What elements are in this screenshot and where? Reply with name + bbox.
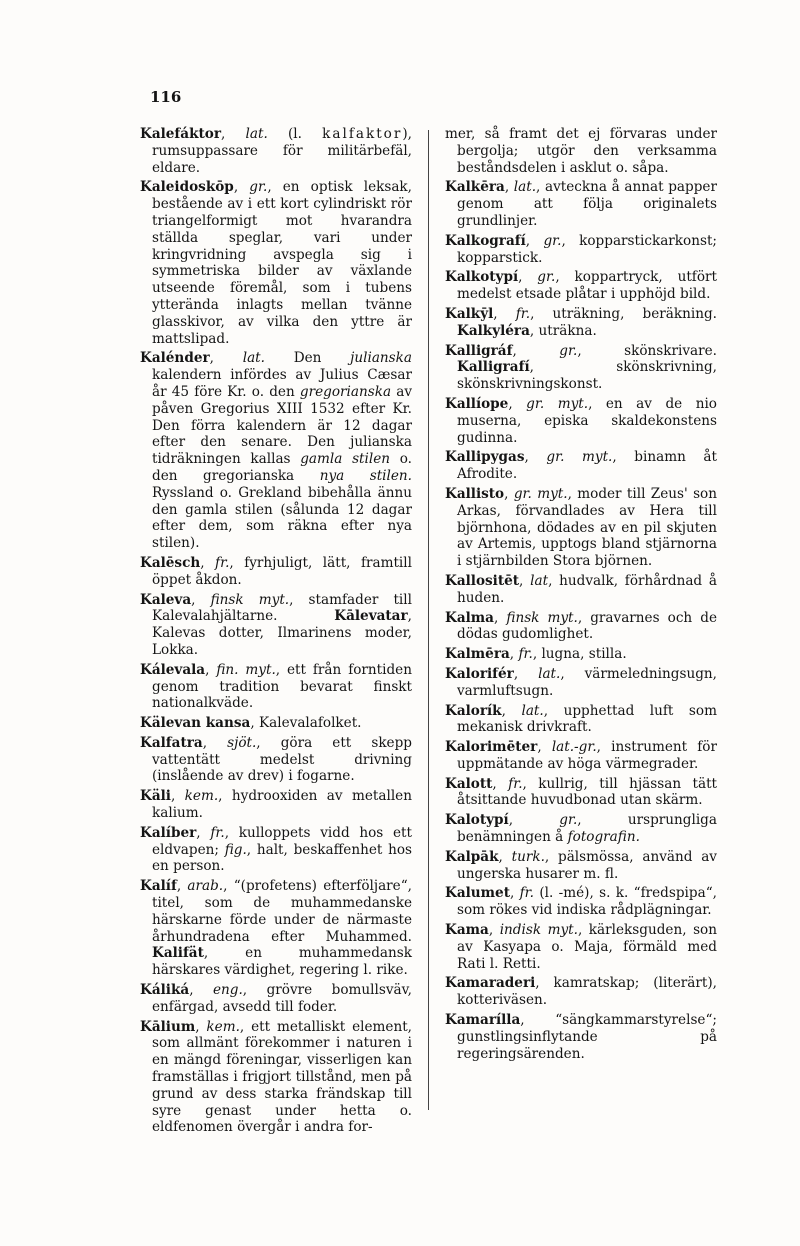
- dictionary-entry: Káliká, eng., grövre bomullsväv, enfärgad, avsedd till foder.: [140, 982, 412, 1015]
- dictionary-entry: Kalpāk, turk., pälsmössa, använd av ungerska husarer m. fl.: [445, 848, 717, 882]
- dictionary-entry: Kalēsch, fr., fyrhjuligt, lätt, framtill öppet åkdon.: [140, 554, 412, 588]
- dictionary-entry: Kalma, finsk myt., gravarnes och de dödas gudomlighet.: [445, 609, 717, 643]
- dictionary-entry: Kalott, fr., kullrig, till hjässan tätt åtsittande huvudbonad utan skärm.: [445, 775, 717, 809]
- dictionary-entry: Kaleva, finsk myt., stamfader till Kalevalahjältarne. Kālevatar, Kalevas dotter, Ilmarinens moder, Lokka.: [140, 591, 412, 658]
- dictionary-entry: Kamaraderi, kamratskap; (literärt), kotteriväsen.: [445, 975, 717, 1009]
- dictionary-entry: Kallisto, gr. myt., moder till Zeus' son Arkas, förvandlades av Hera till björnhona, dödades av en pil skjuten av Artemis, upptogs bland stjärnorna i stjärnbilden Stora björnen.: [445, 485, 718, 570]
- dictionary-entry: Kalfatra, sjöt., göra ett skepp vattentätt medelst drivning (inslående av drev) i fogarne.: [140, 734, 412, 785]
- left-column: [140, 126, 412, 1139]
- dictionary-entry: Kallipygas, gr. myt., binamn åt Afrodite.: [445, 449, 717, 483]
- dictionary-entry: Kalkotypí, gr., koppartryck, utfört medelst etsade plåtar i upphöjd bild.: [445, 269, 717, 303]
- dictionary-entry: Kalmēra, fr., lugna, stilla.: [445, 646, 627, 663]
- dictionary-entry: Kalénder, lat. Den julianska kalendern infördes av Julius Cæsar år 45 före Kr. o. den gregorianska av påven Gregorius XIII 1532 efter Kr. Den förra kalendern är 12 dagar efter den senare. Den julianska tidräkningen kallas gamla stilen o. den gregorianska nya stilen. Ryssland o. Grekland bibehålla ännu den gamla stilen (sålunda 12 dagar efter dem, som räkna efter nya stilen).: [140, 350, 412, 552]
- dictionary-entry: Kālium, kem., ett metalliskt element, som allmänt förekommer i naturen i en mängd föreningar, visserligen kan framställas i frigjort tillstånd, men på grund av dess starka frändskap till syre genast under hetta o. eldfenomen övergår i andra for-: [140, 1018, 412, 1136]
- dictionary-entry: Kalíf, arab., “(profetens) efterföljare“, titel, som de muhammedanske härskarne förde under de närmaste århundradena efter Muhammed. Kalifät, en muhammedansk härskares värdighet, regering l. rike.: [140, 878, 412, 979]
- dictionary-entry: Kalorifér, lat., värmeledningsugn, varmluftsugn.: [445, 665, 717, 699]
- dictionary-entry: Kalumet, fr. (l. -mé), s. k. “fredspipa“, som rökes vid indiska rådplägningar.: [445, 885, 717, 919]
- dictionary-entry: Kalorimēter, lat.-gr., instrument för uppmätande av höga värmegrader.: [445, 739, 717, 772]
- dictionary-entry: Kálevala, fin. myt., ett från forntiden genom tradition bevarat finskt nationalkväde.: [140, 661, 412, 712]
- dictionary-entry: Kalkografí, gr., kopparstickarkonst; kopparstick.: [445, 232, 717, 266]
- dictionary-entry: Kalkēra, lat., avteckna å annat papper genom att följa originalets grundlinjer.: [445, 179, 717, 229]
- dictionary-entry: Kaleidoskōp, gr., en optisk leksak, bestående av i ett kort cylindriskt rör triangelformigt mot hvarandra ställda speglar, vari under kringvridning avspegla sig i symmetriska bilder av växlande utseende föremål, som i tubens ytterända inlagts mellan tvänne glasskivor, av vilka den yttre är mattslipad.: [140, 179, 412, 347]
- dictionary-entry: Kalligráf, gr., skönskrivare. Kalligrafí, skönskrivning, skönskrivningskonst.: [445, 342, 717, 393]
- right-column: [445, 126, 717, 1065]
- dictionary-entry: Kalíber, fr., kulloppets vidd hos ett eldvapen; fig., halt, beskaffenhet hos en person.: [140, 824, 413, 875]
- dictionary-entry: Kalotypí, gr., ursprungliga benämningen å fotografin.: [445, 812, 717, 846]
- dictionary-entry: Kälevan kansa, Kalevalafolket.: [140, 715, 362, 732]
- dictionary-entry: Kama, indisk myt., kärleksguden, son av Kasyapa o. Maja, förmäld med Rati l. Retti.: [445, 922, 717, 972]
- dictionary-entry: Kamarílla, “sängkammarstyrelse“; gunstlingsinflytande på regeringsärenden.: [445, 1012, 717, 1062]
- dictionary-entry: Kalkȳl, fr., uträkning, beräkning. Kalkyléra, uträkna.: [445, 305, 717, 339]
- page-number: 116: [150, 88, 182, 106]
- dictionary-entry: Kalorík, lat., upphettad luft som mekanisk drivkraft.: [445, 702, 717, 736]
- dictionary-entry: Kalefáktor, lat. (l. kalfaktor), rumsuppassare för militärbefäl, eldare.: [140, 126, 412, 176]
- column-divider: [428, 130, 429, 1110]
- dictionary-entry: mer, så framt det ej förvaras under bergolja; utgör den verksamma beståndsdelen i asklut o. såpa.: [445, 126, 717, 176]
- dictionary-entry: Käli, kem., hydrooxiden av metallen kalium.: [140, 788, 412, 822]
- dictionary-entry: Kallositēt, lat, hudvalk, förhårdnad å huden.: [445, 572, 717, 606]
- dictionary-entry: Kallíope, gr. myt., en av de nio muserna, episka skaldekonstens gudinna.: [445, 395, 717, 446]
